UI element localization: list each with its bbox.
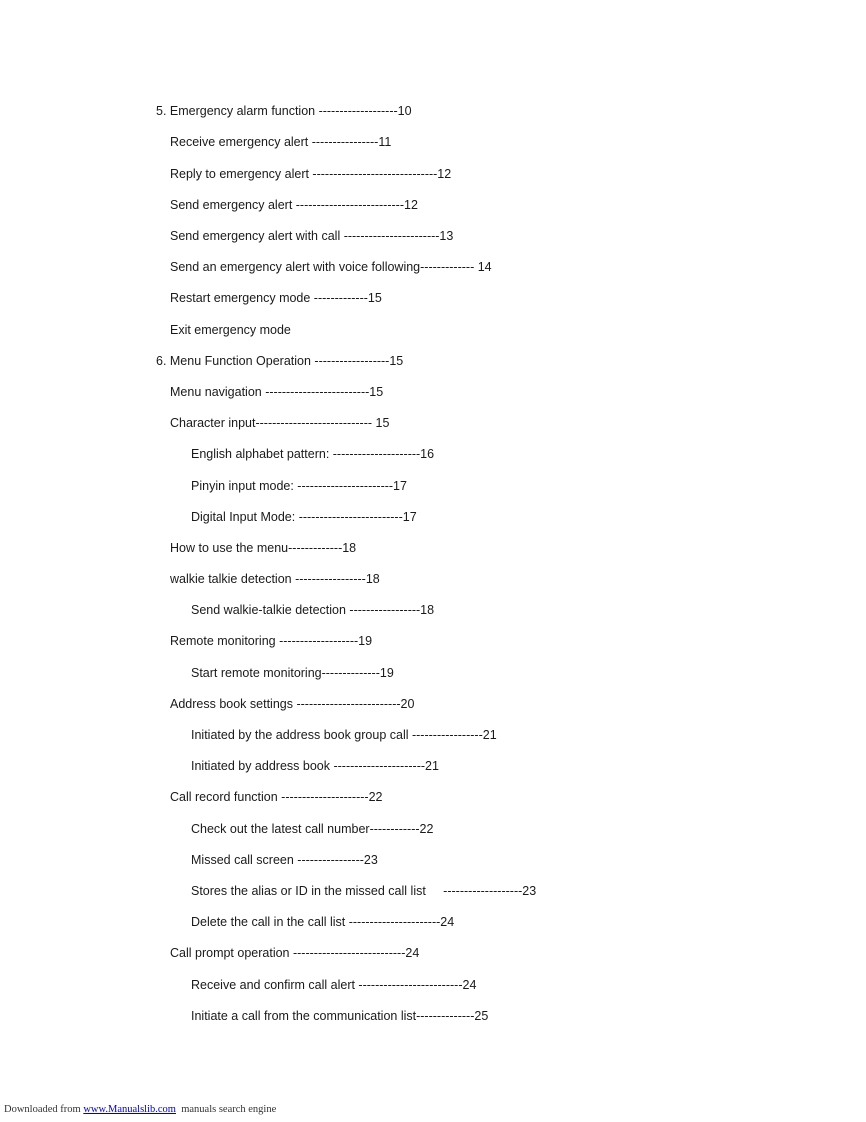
toc-entry-character-input: Character input---------------------------- 15 [170,416,390,430]
toc-entry-remote-monitoring: Remote monitoring -------------------19 [170,634,373,648]
manualslib-link[interactable]: www.Manualslib.com [83,1104,176,1115]
toc-entry-digital-input-mode: Digital Input Mode: -------------------------17 [191,510,417,524]
toc-entry-send-walkie-talkie-detection: Send walkie-talkie detection -----------------18 [191,603,435,617]
toc-entry-start-remote-monitoring: Start remote monitoring--------------19 [191,666,394,680]
toc-entry-address-book-group-call: Initiated by the address book group call -----------------21 [191,728,497,742]
toc-entry-reply-to-emergency-alert: Reply to emergency alert ------------------------------12 [170,167,452,181]
toc-entry-restart-emergency-mode: Restart emergency mode -------------15 [170,291,382,305]
toc-entry-initiate-call-communication-list: Initiate a call from the communication list--------------25 [191,1009,489,1023]
toc-entry-initiated-by-address-book: Initiated by address book ----------------------21 [191,759,439,773]
toc-entry-send-emergency-alert-with-voice: Send an emergency alert with voice following------------- 14 [170,260,492,274]
download-footer [4,1103,276,1117]
toc-entry-menu-navigation: Menu navigation -------------------------15 [170,385,384,399]
toc-entry-send-emergency-alert: Send emergency alert --------------------------12 [170,198,418,212]
toc-entry-how-to-use-the-menu: How to use the menu-------------18 [170,541,357,555]
toc-entry-missed-call-screen: Missed call screen ----------------23 [191,853,378,867]
toc-entry-menu-function-operation: 6. Menu Function Operation ------------------15 [156,354,404,368]
footer-suffix: manuals search engine [175,1104,277,1115]
toc-entry-call-prompt-operation: Call prompt operation ---------------------------24 [170,946,420,960]
toc-entry-call-record-function: Call record function ---------------------22 [170,790,383,804]
toc-entry-walkie-talkie-detection: walkie talkie detection -----------------18 [170,572,380,586]
toc-entry-stores-alias-missed-call: Stores the alias or ID in the missed call list -------------------23 [191,884,537,898]
toc-entry-receive-confirm-call-alert: Receive and confirm call alert -------------------------24 [191,978,477,992]
toc-entry-latest-call-number: Check out the latest call number------------22 [191,822,434,836]
toc-entry-delete-call-in-list: Delete the call in the call list ----------------------24 [191,915,455,929]
toc-entry-emergency-alarm-function: 5. Emergency alarm function -------------------10 [156,104,412,118]
toc-entry-exit-emergency-mode: Exit emergency mode [170,323,291,337]
toc-entry-pinyin-input-mode: Pinyin input mode: -----------------------17 [191,479,407,493]
footer-prefix: Downloaded from [4,1104,84,1115]
toc-entry-receive-emergency-alert: Receive emergency alert ----------------11 [170,135,392,149]
toc-entry-address-book-settings: Address book settings -------------------------20 [170,697,415,711]
toc-entry-english-alphabet-pattern: English alphabet pattern: ---------------------16 [191,447,435,461]
toc-entry-send-emergency-alert-with-call: Send emergency alert with call -----------------------13 [170,229,454,243]
